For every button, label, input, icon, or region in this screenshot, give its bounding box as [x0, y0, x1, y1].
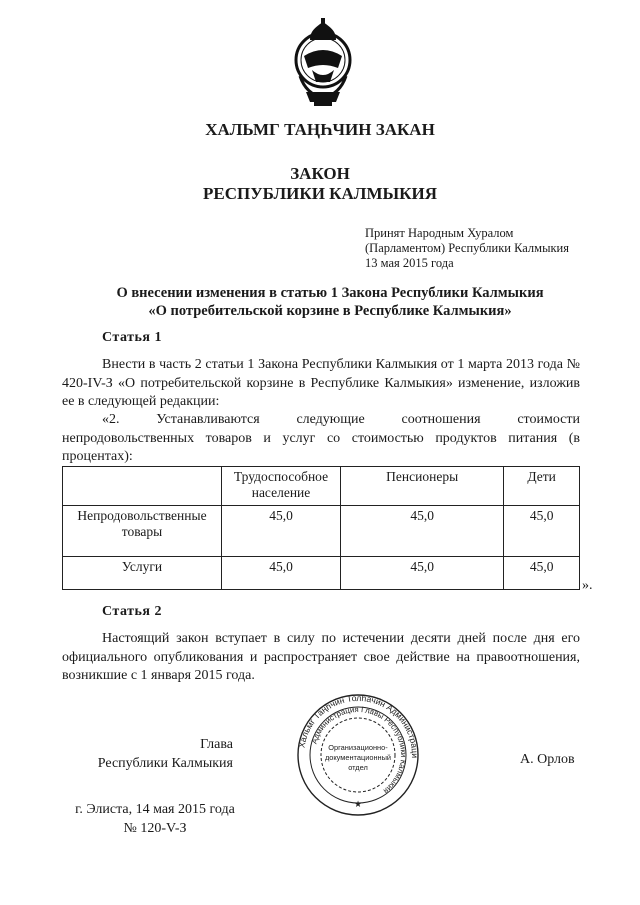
table-cell: 45,0: [222, 506, 341, 557]
stamp-star-icon: ★: [353, 799, 363, 809]
closing-quote: ».: [582, 578, 593, 593]
signatory-title: [88, 735, 233, 773]
article-1-paragraph: Внести в часть 2 статьи 1 Закона Республики Калмыкия от 1 марта 2013 года № 420-IV-З «О потребительской корзине в Республике Калмыкия» изменение, изложив ее в следующей редакции:: [62, 357, 580, 409]
ratio-table: [62, 466, 580, 590]
adoption-date: 13 мая 2015 года: [365, 256, 454, 270]
table-row: [63, 506, 580, 557]
law-title: ЗАКОН: [290, 164, 350, 183]
table-header-cell: Пенсионеры: [341, 467, 504, 506]
subject-line: О внесении изменения в статью 1 Закона Республики Калмыкия: [116, 285, 544, 301]
article-2-heading: Статья 2: [102, 604, 162, 619]
table-row-label: Услуги: [63, 557, 222, 590]
table-row: [63, 557, 580, 590]
table-header-cell: Дети: [504, 467, 580, 506]
table-cell: 45,0: [341, 506, 504, 557]
subject-line: «О потребительской корзине в Республике Калмыкия»: [148, 303, 512, 319]
stamp-center-line: отдел: [348, 763, 368, 772]
stamp-center-line: документационный: [324, 753, 392, 762]
law-subject: [60, 284, 600, 320]
signatory-title-line: Республики Калмыкия: [97, 756, 233, 771]
adoption-line: (Парламентом) Республики Калмыкия: [365, 241, 569, 255]
table-cell: 45,0: [222, 557, 341, 590]
table-header-cell: [63, 467, 222, 506]
stamp-outer-text: Хальмг Таңһчин Толһачин Администраци: [296, 693, 420, 759]
coat-of-arms-emblem: [292, 18, 354, 110]
official-stamp: [296, 693, 420, 817]
table-header-cell: Трудоспособное население: [222, 467, 341, 506]
stamp-inner-text: Администрация Главы Республики Калмыкия: [309, 704, 409, 796]
law-number: № 120-V-З: [123, 821, 187, 836]
law-title-block: [0, 164, 640, 204]
signatory-title-line: Глава: [200, 737, 233, 752]
table-cell: 45,0: [341, 557, 504, 590]
place-and-number: [60, 800, 250, 838]
article-2-paragraph: Настоящий закон вступает в силу по истечении десяти дней после дня его официального опубликования и распространяет свое действие на правоотношения, возникшие с 1 января 2015 года.: [62, 631, 580, 683]
table-header-row: [63, 467, 580, 506]
republic-title: РЕСПУБЛИКИ КАЛМЫКИЯ: [202, 184, 438, 203]
table-cell: 45,0: [504, 506, 580, 557]
adoption-line: Принят Народным Хуралом: [365, 226, 514, 240]
table-row-label: Непродовольственные товары: [63, 506, 222, 557]
kalmyk-title: ХАЛЬМГ ТАҢҺЧИН ЗАКАН: [205, 120, 435, 139]
adoption-note: [365, 226, 569, 271]
place-date: г. Элиста, 14 мая 2015 года: [75, 802, 235, 817]
signatory-name: А. Орлов: [520, 752, 575, 767]
table-cell: 45,0: [504, 557, 580, 590]
article-1-heading: Статья 1: [102, 330, 162, 345]
stamp-center-line: Организационно-: [328, 743, 388, 752]
article-1-quote-paragraph: «2. Устанавливаются следующие соотношения стоимости непродовольственных товаров и услуг со стоимостью продуктов питания (в процентах):: [62, 412, 580, 464]
